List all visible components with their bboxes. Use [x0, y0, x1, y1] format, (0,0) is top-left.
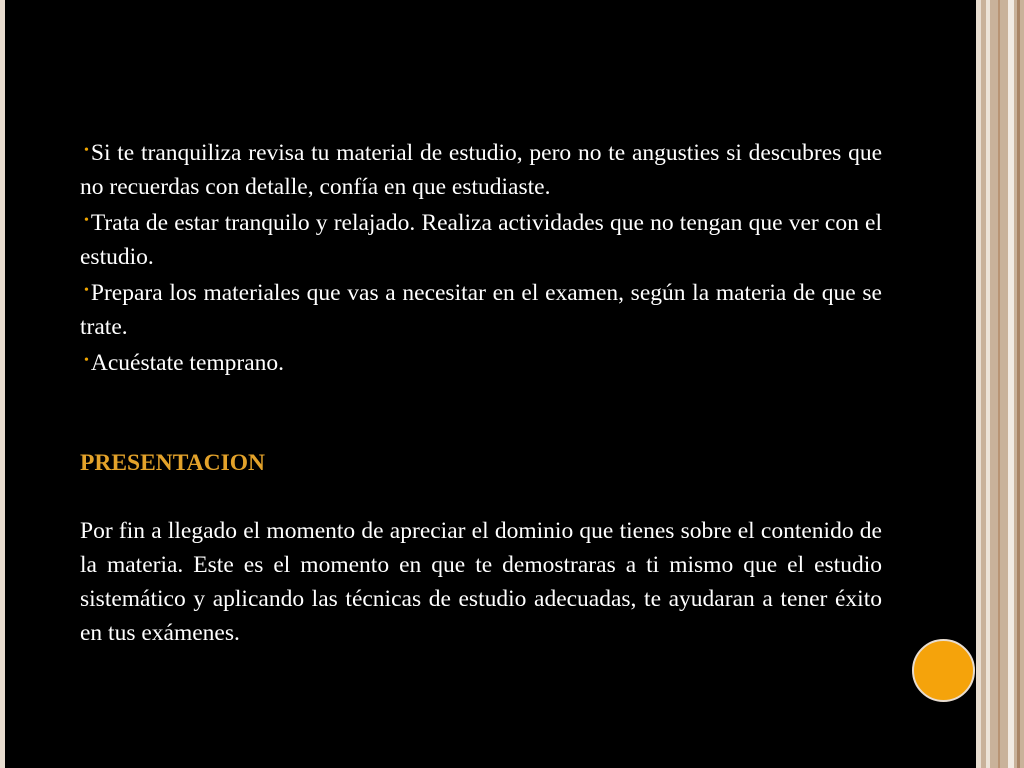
decorative-stripe [976, 0, 981, 768]
bullet-text: Prepara los materiales que vas a necesitar en el examen, según la materia de que se trate. [80, 280, 882, 340]
bullet-item [80, 274, 882, 344]
bullet-icon: • [84, 143, 89, 158]
bullet-item [80, 344, 882, 380]
decorative-stripe [998, 0, 1000, 768]
decorative-circle [912, 639, 975, 702]
section-heading: PRESENTACION [80, 450, 265, 476]
bullet-item [80, 134, 882, 204]
decorative-stripe [1008, 0, 1014, 768]
bullet-item [80, 204, 882, 274]
decorative-stripe [1017, 0, 1020, 768]
bullet-icon: • [84, 353, 89, 368]
bullet-text: Trata de estar tranquilo y relajado. Realiza actividades que no tengan que ver con el estudio. [80, 210, 882, 270]
decorative-stripe [986, 0, 990, 768]
slide-content [80, 134, 882, 650]
bullet-text: Si te tranquiliza revisa tu material de estudio, pero no te angusties si descubres que no recuerdas con detalle, confía en que estudiaste. [80, 140, 882, 200]
body-paragraph: Por fin a llegado el momento de apreciar el dominio que tienes sobre el contenido de la materia. Este es el momento en que te demostraras a ti mismo que el estudio sistemático y aplicando las técnicas de estudio adecuadas, te ayudaran a tener éxito en tus exámenes. [80, 518, 882, 646]
bullet-icon: • [84, 213, 89, 228]
bullet-text: Acuéstate temprano. [90, 350, 285, 376]
bullet-icon: • [84, 283, 89, 298]
